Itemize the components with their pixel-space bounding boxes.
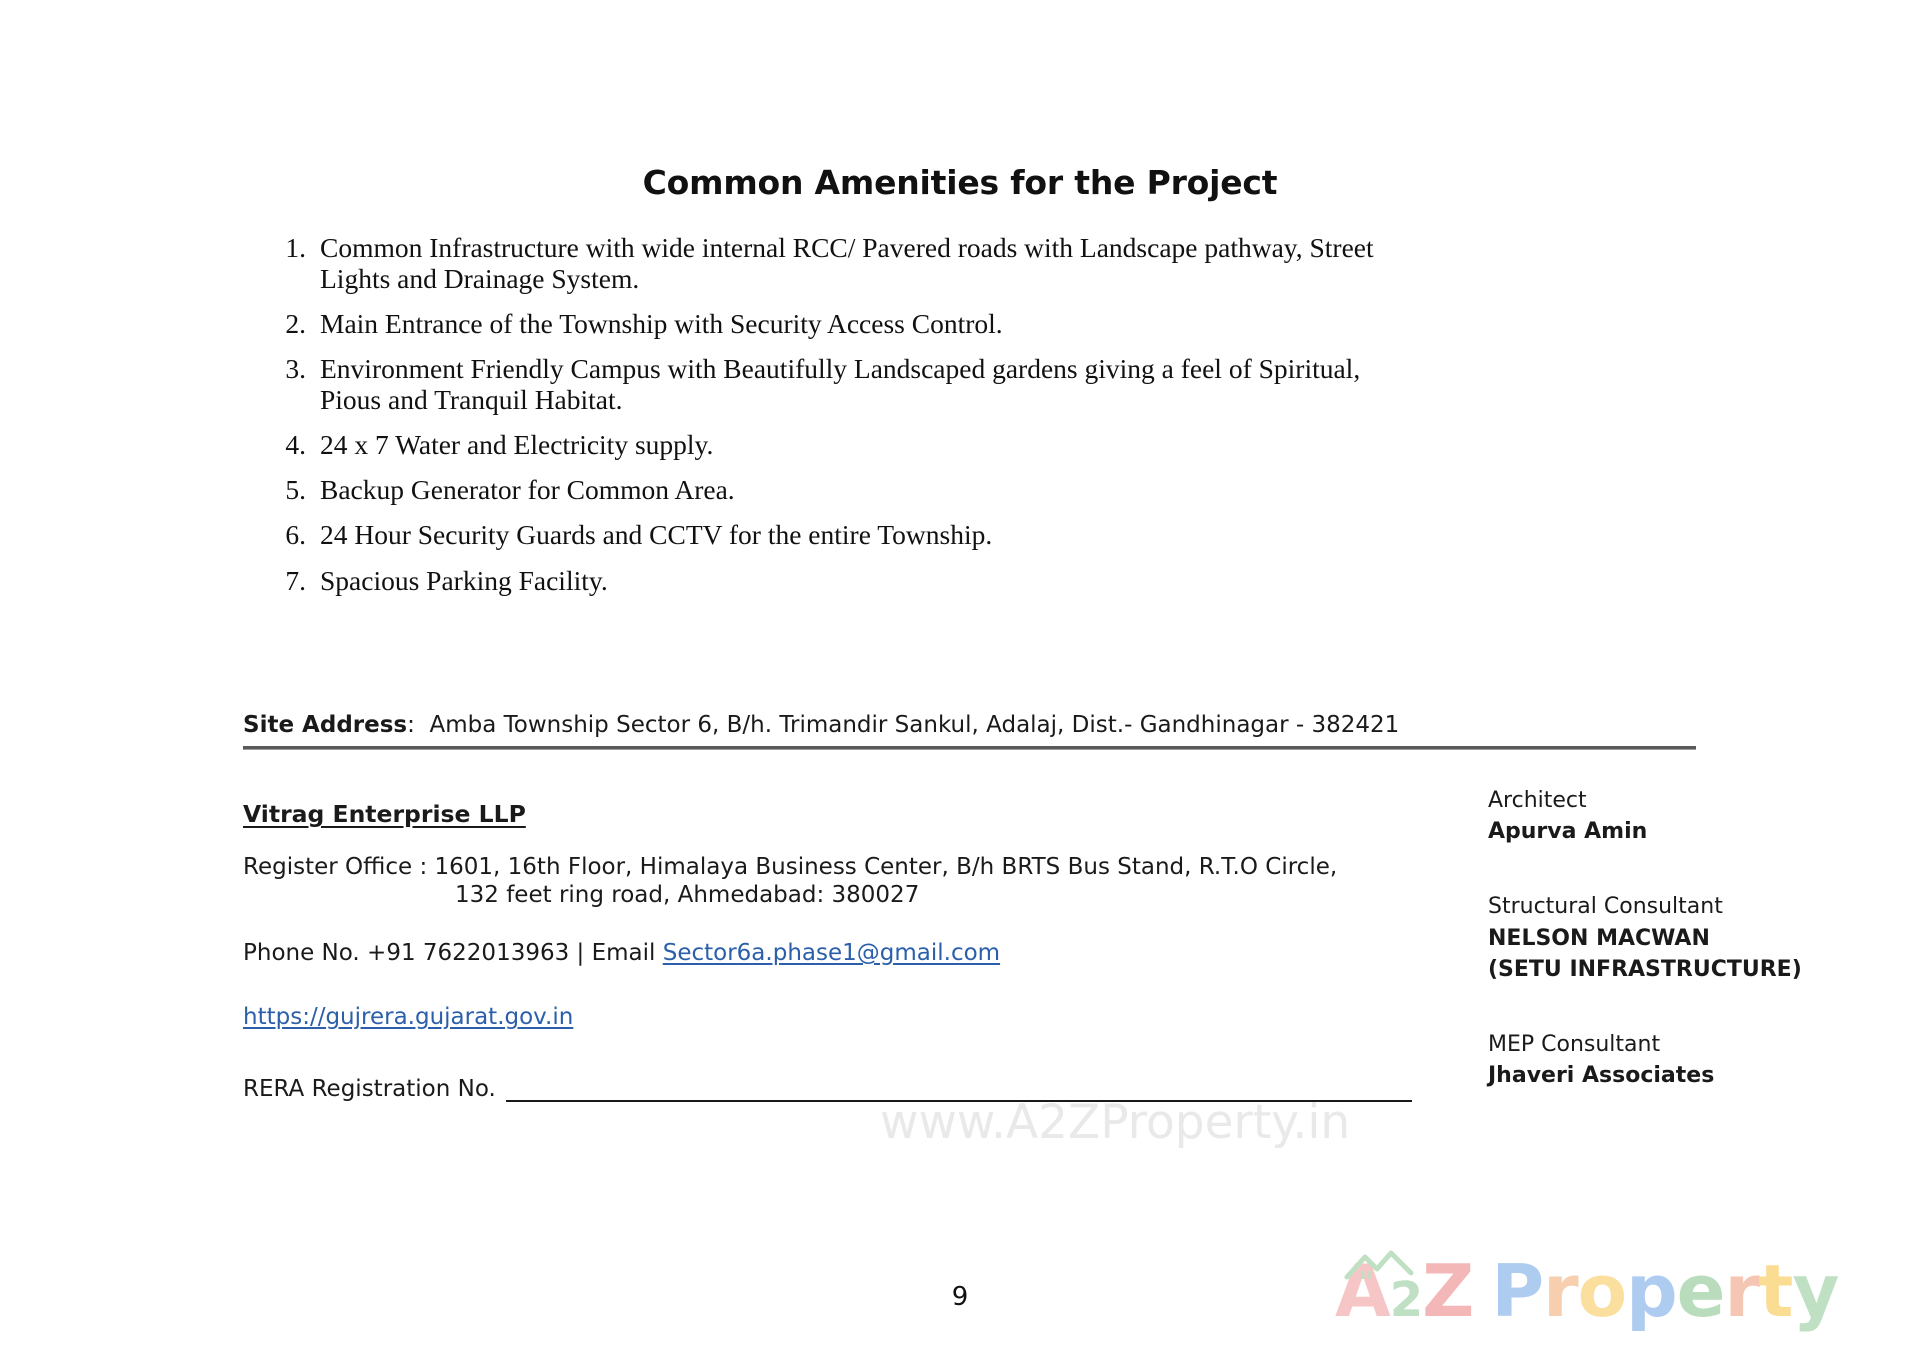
logo-letter-2: 2 <box>1389 1272 1423 1328</box>
rera-registration-line <box>243 1076 1453 1102</box>
list-item-number: 5. <box>285 474 306 506</box>
logo-letter-r2: r <box>1724 1249 1760 1333</box>
logo-letter-p: P <box>1491 1249 1544 1333</box>
logo-letter-e: e <box>1676 1249 1725 1333</box>
site-address-label: Site Address <box>243 712 408 738</box>
watermark-text: www.A2ZProperty.in <box>880 1095 1351 1150</box>
page-title: Common Amenities for the Project <box>642 163 1278 202</box>
page-number: 9 <box>951 1282 969 1312</box>
logo-letter-r: r <box>1543 1249 1578 1333</box>
logo-letter-a: A <box>1335 1249 1390 1333</box>
consultant-role: Architect <box>1488 788 1587 813</box>
consultant-name-secondary: (SETU INFRASTRUCTURE) <box>1488 956 1802 982</box>
website-line <box>243 1004 1453 1030</box>
logo-letter-o: o <box>1577 1249 1627 1333</box>
amenities-list <box>276 232 1386 610</box>
list-item-text: Environment Friendly Campus with Beautifully Landscaped gardens giving a feel of Spiritual, Pious and Tranquil Habitat. <box>320 353 1361 416</box>
logo-letter-y: y <box>1792 1249 1839 1333</box>
register-office-line-1: Register Office : 1601, 16th Floor, Himalaya Business Center, B/h BRTS Bus Stand, R.T.O Circle, <box>243 854 1338 880</box>
company-contact-block <box>243 800 1453 1102</box>
consultant-structural <box>1488 891 1888 985</box>
phone-label: Phone No. +91 7622013963 | Email <box>243 940 663 966</box>
site-address-line <box>243 712 1693 738</box>
list-item <box>276 565 1386 596</box>
list-item-number: 1. <box>285 232 306 263</box>
list-item-number: 2. <box>285 308 306 340</box>
list-item-text: Main Entrance of the Township with Security Access Control. <box>320 308 1003 340</box>
rera-label: RERA Registration No. <box>243 1076 496 1102</box>
logo-letter-t: t <box>1759 1249 1793 1333</box>
logo-letter-z: Z <box>1422 1249 1474 1333</box>
list-item-number: 3. <box>285 353 306 385</box>
site-address-separator: : <box>407 712 415 738</box>
consultant-role: Structural Consultant <box>1488 894 1723 920</box>
logo-letter-p2: p <box>1626 1249 1677 1333</box>
list-item <box>276 308 1386 339</box>
consultant-mep <box>1488 1029 1888 1091</box>
a2z-property-logo <box>1335 1249 1839 1333</box>
list-item <box>276 519 1386 550</box>
list-item <box>276 429 1386 460</box>
list-item-number: 6. <box>285 519 306 551</box>
company-name: Vitrag Enterprise LLP <box>243 800 526 828</box>
website-link[interactable]: https://gujrera.gujarat.gov.in <box>243 1004 574 1030</box>
list-item <box>276 474 1386 505</box>
list-item-text: 24 Hour Security Guards and CCTV for the entire Township. <box>320 519 993 551</box>
consultant-name: NELSON MACWAN <box>1488 925 1710 951</box>
phone-email-line <box>243 940 1453 966</box>
list-item-text: 24 x 7 Water and Electricity supply. <box>320 429 714 461</box>
consultant-role: MEP Consultant <box>1488 1032 1661 1058</box>
register-office-line-2: 132 feet ring road, Ahmedabad: 380027 <box>455 882 920 908</box>
list-item-text: Common Infrastructure with wide internal RCC/ Pavered roads with Landscape pathway, Street Lights and Drainage System. <box>320 232 1374 295</box>
house-roof-icon <box>1343 1249 1415 1283</box>
site-address-section <box>243 712 1693 750</box>
email-link[interactable]: Sector6a.phase1@gmail.com <box>662 940 1001 966</box>
rera-number-blank[interactable] <box>506 1081 1412 1102</box>
horizontal-rule <box>243 746 1696 750</box>
list-item-number: 4. <box>285 429 306 461</box>
list-item-number: 7. <box>285 564 306 596</box>
list-item-text: Spacious Parking Facility. <box>320 564 608 596</box>
consultants-block <box>1488 785 1888 1136</box>
consultant-name: Apurva Amin <box>1488 819 1648 845</box>
list-item <box>276 232 1386 294</box>
site-address-value: Amba Township Sector 6, B/h. Trimandir Sankul, Adalaj, Dist.- Gandhinagar - 382421 <box>429 712 1400 738</box>
consultant-architect <box>1488 785 1888 847</box>
list-item <box>276 353 1386 415</box>
list-item-text: Backup Generator for Common Area. <box>320 474 735 506</box>
consultant-name: Jhaveri Associates <box>1488 1063 1715 1089</box>
